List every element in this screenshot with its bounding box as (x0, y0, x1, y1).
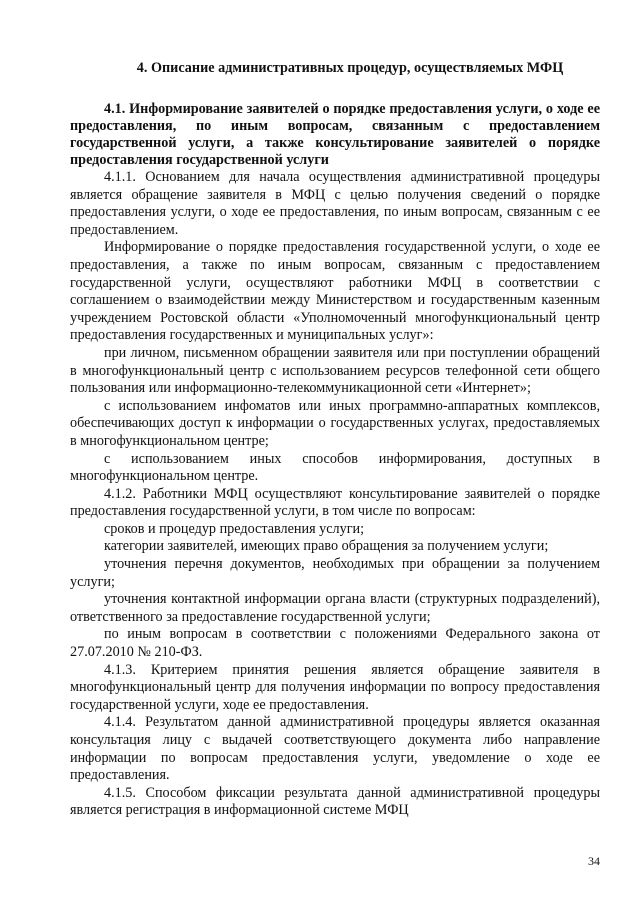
paragraph: по иным вопросам в соответствии с положениями Федерального закона от 27.07.2010 № 210-ФЗ. (70, 626, 600, 661)
subsection-title: 4.1. Информирование заявителей о порядке предоставления услуги, о ходе ее предоставления, по иным вопросам, связанным с предоставлением государственной услуги, а также консультирование заявителей о порядке предоставления государственной услуги (70, 101, 600, 168)
paragraph: с использованием инфоматов или иных программно-аппаратных комплексов, обеспечивающих доступ к информации о государственных услугах, предоставляемых в многофункциональном центре; (70, 397, 600, 449)
section-title: 4. Описание административных процедур, осуществляемых МФЦ (136, 60, 564, 76)
paragraph: 4.1.1. Основанием для начала осуществления административной процедуры является обращение заявителя в МФЦ с целью получения сведений о порядке предоставления услуги, о ходе ее предоставления, по иным вопросам, связанным с ее предоставлением. (70, 169, 600, 238)
paragraph: 4.1.2. Работники МФЦ осуществляют консультирование заявителей о порядке предоставления государственной услуги, в том числе по вопросам: (70, 485, 600, 520)
paragraph: с использованием иных способов информирования, доступных в многофункциональном центре. (70, 450, 600, 485)
paragraph: 4.1.4. Результатом данной административной процедуры является оказанная консультация лицу с выдачей соответствующего документа либо направление информации по вопросам предоставления услуги, уведомление о ходе ее предоставления. (70, 714, 600, 784)
paragraph: 4.1.5. Способом фиксации результата данной административной процедуры является регистрация в информационной системе МФЦ (70, 784, 600, 819)
paragraph: Информирование о порядке предоставления государственной услуги, о ходе ее предоставления, а также по иным вопросам, связанным с предоставлением государственной услуги, осуществляют работники МФЦ в соответствии с соглашением о взаимодействии между Министерством и государственным казенным учреждением Ростовской области «Уполномоченный многофункциональный центр предоставления государственных и муниципальных услуг»: (70, 239, 600, 344)
paragraph: 4.1.3. Критерием принятия решения является обращение заявителя в многофункциональный центр для получения информации по вопросу предоставления государственной услуги, ходе ее предоставления. (70, 661, 600, 713)
paragraph: при личном, письменном обращении заявителя или при поступлении обращений в многофункциональный центр с использованием ресурсов телефонной сети общего пользования или информационно-телекоммуникационной сети «Интернет»; (70, 344, 600, 397)
paragraph: уточнения контактной информации органа власти (структурных подразделений), ответственного за предоставление государственной услуги; (70, 591, 600, 625)
page-number: 34 (588, 854, 600, 868)
paragraph: уточнения перечня документов, необходимых при обращении за получением услуги; (70, 556, 600, 590)
paragraph: сроков и процедур предоставления услуги; (104, 520, 365, 537)
paragraph: категории заявителей, имеющих право обращения за получением услуги; (104, 538, 549, 555)
